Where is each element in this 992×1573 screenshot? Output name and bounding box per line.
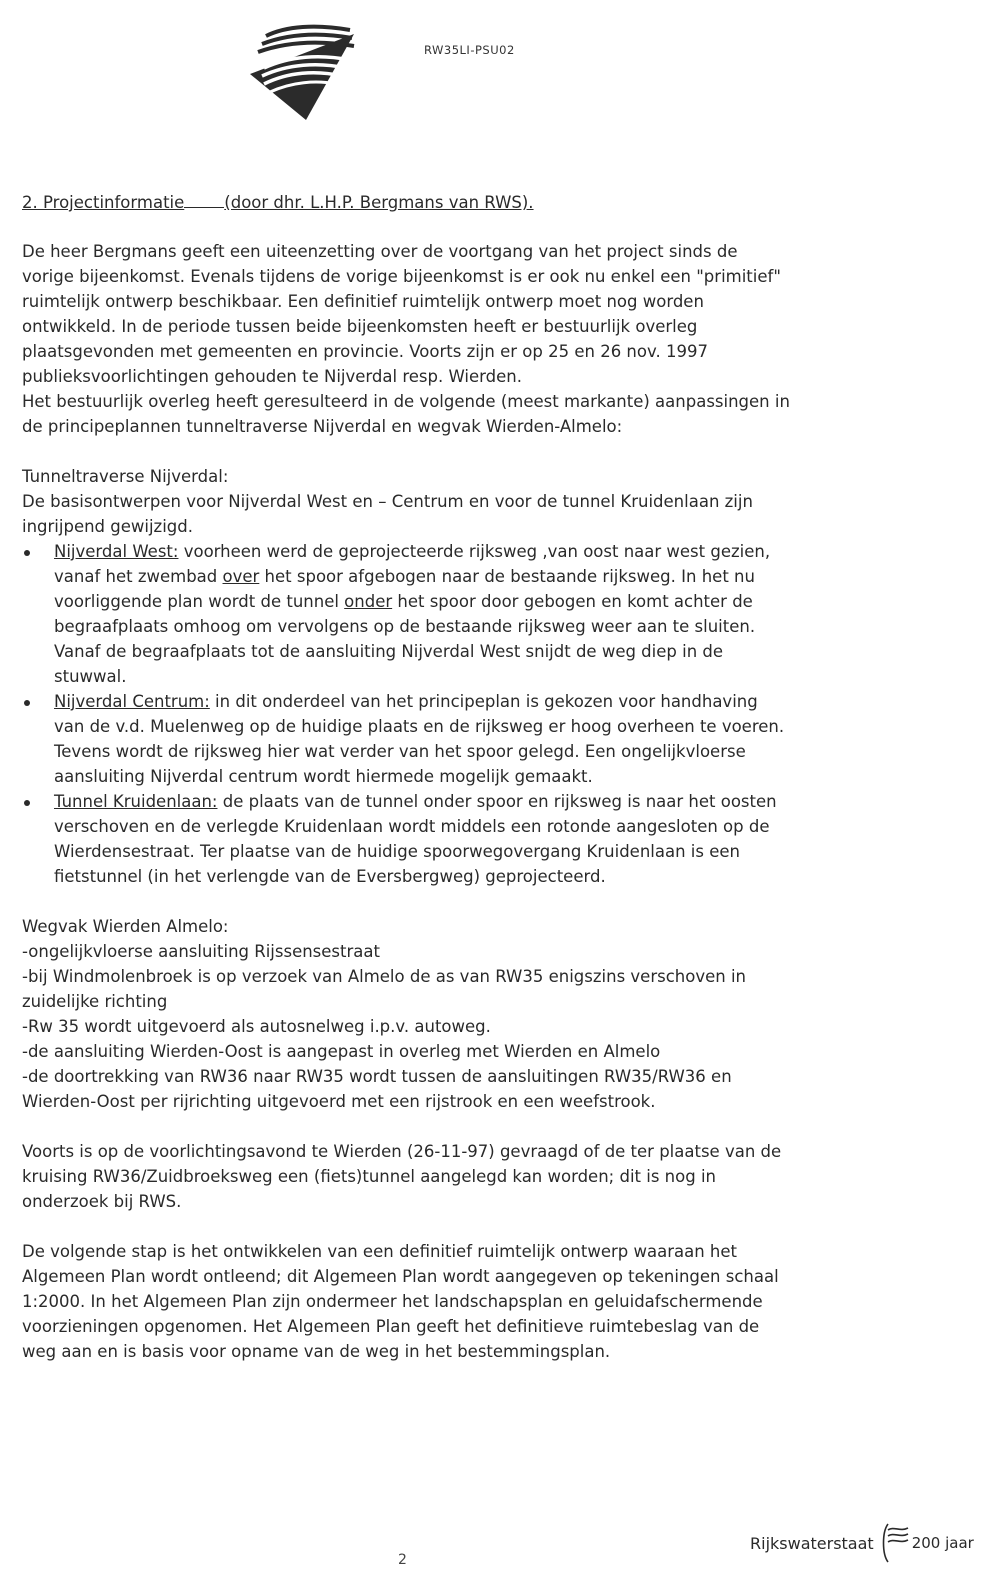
tunnel-intro: De basisontwerpen voor Nijverdal West en – Centrum en voor de tunnel Kruidenlaan zijn ingrijpend gewijzigd.: [22, 492, 753, 536]
bullet-term: Tunnel Kruidenlaan:: [54, 792, 218, 811]
next-step-paragraph: De volgende stap is het ontwikkelen van een definitief ruimtelijk ontwerp waaraan het Algemeen Plan wordt ontleend; dit Algemeen Plan wordt aangegeven op tekeningen schaal 1:2000. In het Algemeen Plan zijn ondermeer het landschapsplan en geluidafschermende voorzieningen opgenomen. Het Algemeen Plan geeft het definitieve ruimtebeslag van de weg aan en is basis voor opname van de weg in het bestemmingsplan.: [22, 1242, 779, 1361]
tunnel-bullet-list: [22, 539, 792, 889]
section-heading: [22, 190, 792, 215]
footer-anniversary: 200 jaar: [911, 1533, 974, 1552]
page-number: 2: [398, 1552, 407, 1568]
bullet-term: Nijverdal West:: [54, 542, 179, 561]
section-subtitle: (door dhr. L.H.P. Bergmans van RWS).: [224, 193, 534, 212]
tunnel-section: [22, 464, 792, 889]
rijkswaterstaat-logo-icon: [246, 22, 358, 122]
bullet-text: de plaats van de tunnel onder spoor en rijksweg is naar het oosten verschoven en de verlegde Kruidenlaan wordt middels een rotonde aangesloten op de Wierdensestraat. Ter plaatse van de huidige spoorwegovergang Kruidenlaan is een fietstunnel (in het verlengde van de Eversbergweg) geprojecteerd.: [54, 792, 777, 886]
bullet-text: in dit onderdeel van het principeplan is gekozen voor handhaving van de v.d. Muelenweg op de huidige plaats en de rijksweg er hoog overheen te voeren. Tevens wordt de rijksweg hier wat verder van het spoor gelegd. Een ongelijkvloerse aansluiting Nijverdal centrum wordt hiermede mogelijk gemaakt.: [54, 692, 785, 786]
wegvak-line: -Rw 35 wordt uitgevoerd als autosnelweg i.p.v. autoweg.: [22, 1017, 491, 1036]
wegvak-line: -ongelijkvloerse aansluiting Rijssensestraat: [22, 942, 380, 961]
emphasis-onder: onder: [344, 592, 393, 611]
bullet-nijverdal-west: [22, 539, 792, 689]
bullet-text: voorheen werd de geprojecteerde rijksweg ,van oost naar west gezien, vanaf het zwembad: [54, 542, 771, 586]
heading-underline-gap: [184, 192, 224, 208]
bullet-text: het spoor afgebogen naar de bestaande rijksweg. In het nu voorliggende plan wordt de tunnel: [54, 567, 755, 611]
bullet-text: het spoor door gebogen en komt achter de begraafplaats omhoog om vervolgens op de bestaande rijksweg weer aan te sluiten.: [54, 592, 756, 636]
voorts-paragraph: Voorts is op de voorlichtingsavond te Wierden (26-11-97) gevraagd of de ter plaatse van de kruising RW36/Zuidbroeksweg een (fiets)tunnel aangelegd kan worden; dit is nog in onderzoek bij RWS.: [22, 1142, 782, 1211]
wegvak-line: -de aansluiting Wierden-Oost is aangepast in overleg met Wierden en Almelo: [22, 1042, 661, 1061]
wave-bracket-icon: [876, 1520, 910, 1566]
tunnel-heading: Tunneltraverse Nijverdal:: [22, 467, 229, 486]
bullet-nijverdal-centrum: [22, 689, 792, 789]
section-title: 2. Projectinformatie: [22, 193, 185, 212]
footer-brand: [750, 1520, 974, 1566]
document-body: [22, 190, 792, 1364]
bullet-term: Nijverdal Centrum:: [54, 692, 210, 711]
wegvak-heading: Wegvak Wierden Almelo:: [22, 917, 229, 936]
bullet-text-continued: Vanaf de begraafplaats tot de aansluiting Nijverdal West snijdt de weg diep in de stuwwal.: [54, 642, 724, 686]
footer-brand-name: Rijkswaterstaat: [750, 1533, 874, 1553]
emphasis-over: over: [222, 567, 260, 586]
bullet-tunnel-kruidenlaan: [22, 789, 792, 889]
document-reference: RW35LI-PSU02: [424, 43, 515, 57]
intro-paragraph: De heer Bergmans geeft een uiteenzetting over de voortgang van het project sinds de vorige bijeenkomst. Evenals tijdens de vorige bijeenkomst is er ook nu enkel een "primitief" ruimtelijk ontwerp beschikbaar. Een definitief ruimtelijk ontwerp moet nog worden ontwikkeld. In de periode tussen beide bijeenkomsten heeft er bestuurlijk overleg plaatsgevonden met gemeenten en provincie. Voorts zijn er op 25 en 26 nov. 1997 publieksvoorlichtingen gehouden te Nijverdal resp. Wierden.: [22, 242, 781, 386]
wegvak-section: [22, 914, 792, 1114]
wegvak-line: -bij Windmolenbroek is op verzoek van Almelo de as van RW35 enigszins verschoven in zuidelijke richting: [22, 967, 746, 1011]
intro-paragraph-2: Het bestuurlijk overleg heeft geresulteerd in de volgende (meest markante) aanpassingen in de principeplannen tunneltraverse Nijverdal en wegvak Wierden-Almelo:: [22, 392, 790, 436]
wegvak-line: -de doortrekking van RW36 naar RW35 wordt tussen de aansluitingen RW35/RW36 en Wierden-Oost per rijrichting uitgevoerd met een rijstrook en een weefstrook.: [22, 1067, 732, 1111]
